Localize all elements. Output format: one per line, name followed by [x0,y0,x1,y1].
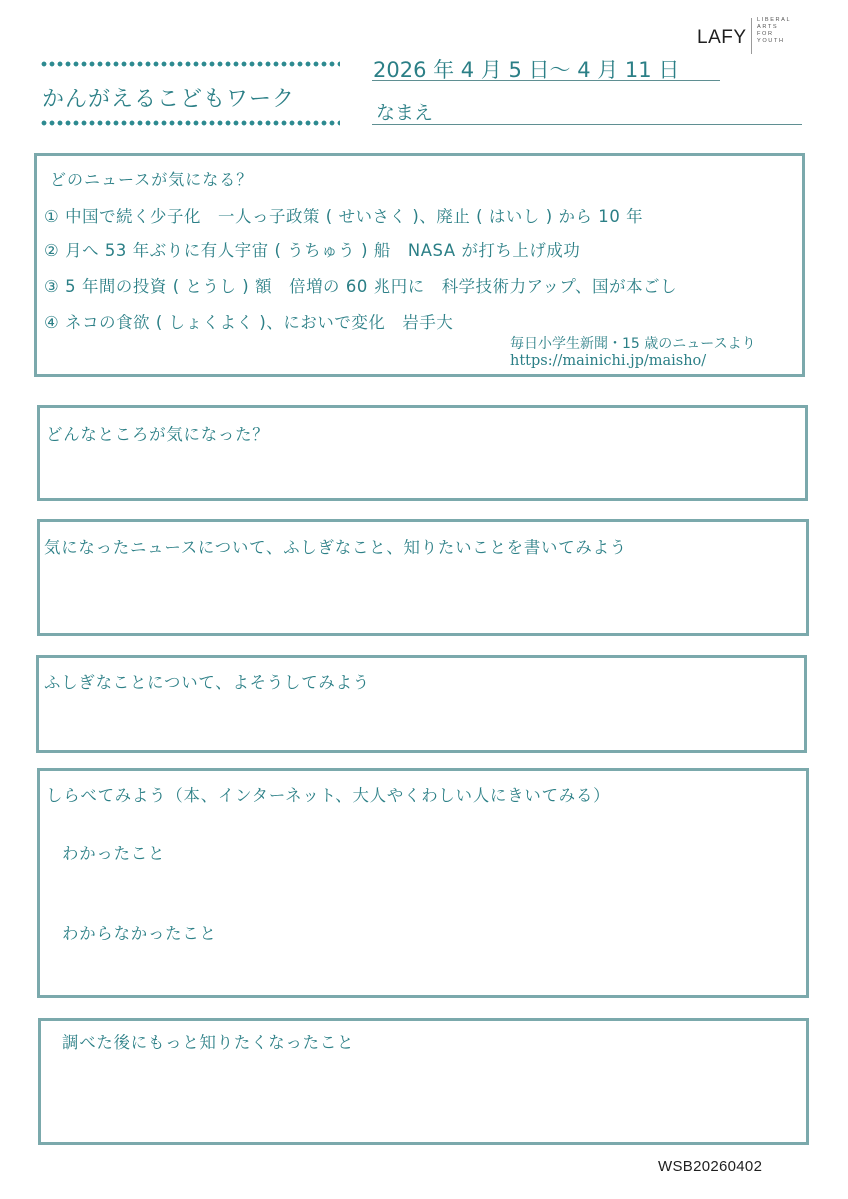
news-source-url: https://mainichi.jp/maisho/ [510,353,707,369]
title-dots-bottom [40,120,340,126]
section-questions-label: 気になったニュースについて、ふしぎなこと、知りたいことを書いてみよう [44,538,628,557]
section-want-to-know-more-label: 調べた後にもっと知りたくなったこと [62,1033,355,1052]
news-source: 毎日小学生新聞・15 歳のニュースより [510,336,756,352]
logo-subtitle: LIBERAL ARTS FOR YOUTH [757,17,792,44]
research-understood-label: わかったこと [62,844,166,863]
title-dots-top [40,61,340,67]
date-underline [372,80,720,81]
news-question: どのニュースが気になる？ [50,170,254,189]
date-range: 2026 年 4 月 5 日～ 4 月 11 日 [373,58,680,82]
news-item-3[interactable]: ③ 5 年間の投資 ( とうし ) 額 倍増の 60 兆円に 科学技術力アップ、国が本ごし [44,277,678,296]
news-item-1[interactable]: ① 中国で続く少子化 一人っ子政策 ( せいさく )、廃止 ( はいし ) から 10 年 [44,207,644,226]
section-predict-label: ふしぎなことについて、よそうしてみよう [44,673,370,692]
logo-separator [751,18,752,54]
name-label: なまえ [376,102,434,124]
section-research-label: しらべてみよう（本、インターネット、大人やくわしい人にきいてみる） [46,786,611,805]
work-title: かんがえるこどもワーク [42,87,296,112]
news-item-4[interactable]: ④ ネコの食欲 ( しょくよく )、においで変化 岩手大 [44,313,454,332]
section-curious-points-label: どんなところが気になった？ [46,425,270,444]
news-item-2[interactable]: ② 月へ 53 年ぶりに有人宇宙 ( うちゅう ) 船 NASA が打ち上げ成功 [44,241,581,260]
research-not-understood-label: わからなかったこと [62,924,217,943]
name-field-line[interactable] [372,124,802,125]
lafy-logo: LAFY [697,27,747,48]
section-curious-points[interactable] [37,405,808,501]
worksheet-code: WSB20260402 [658,1158,763,1175]
